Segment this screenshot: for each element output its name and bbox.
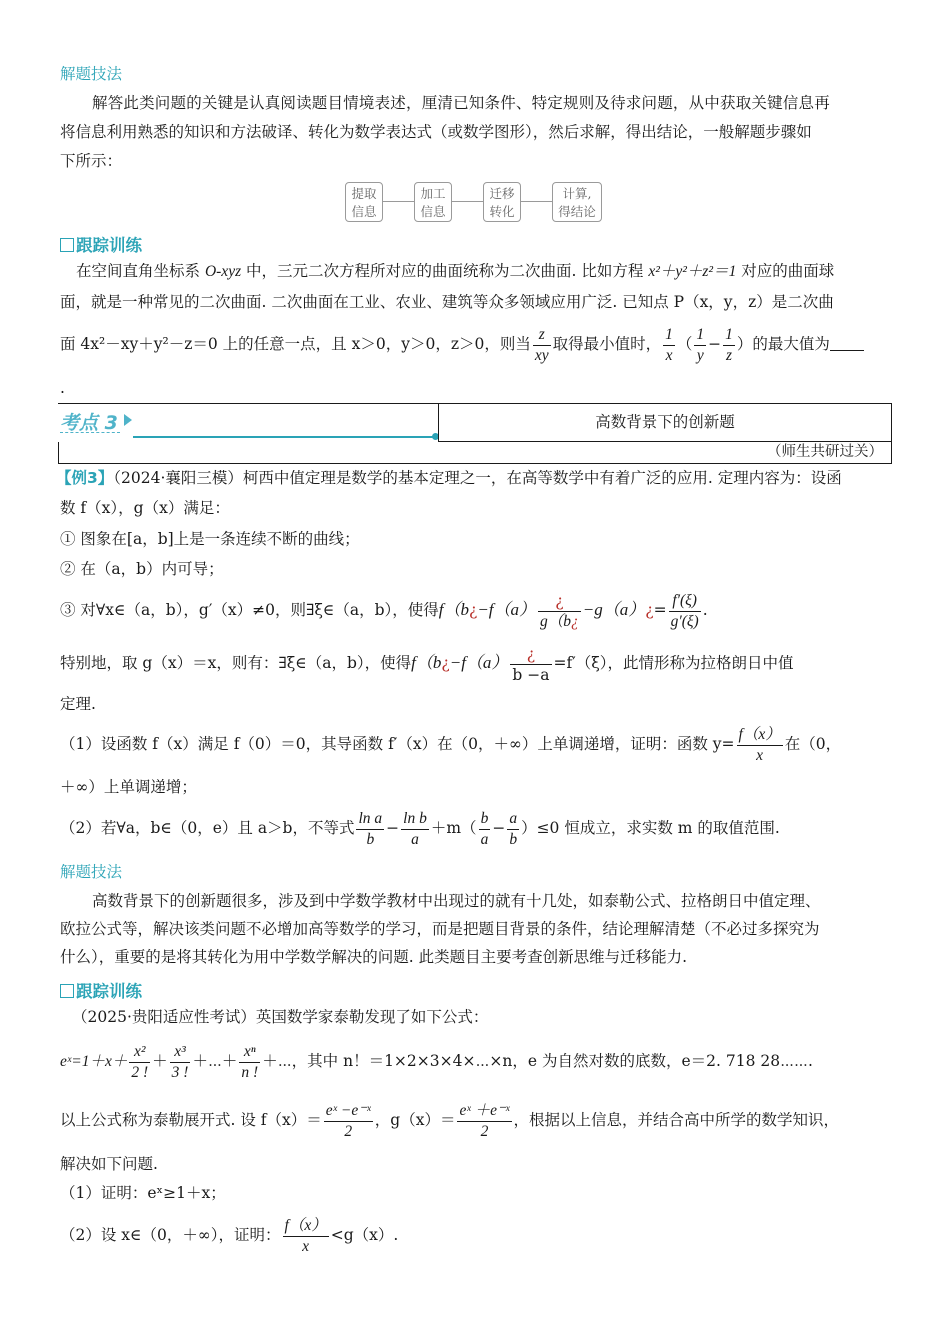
paragraph-line: 什么），重要的是将其转化为用中学数学解决的问题. 此类题目主要考查创新思维与迁移能力. xyxy=(60,948,688,966)
special-case-line: 特别地，取 g（x）＝x，则有：∃ξ∈（a，b），使得f（b¿−f（a） $\frac{¿}{b -a}$ =f′（ξ），此情形称为拉格朗日中值 xyxy=(60,644,794,684)
example-tag: 【例3】 xyxy=(56,469,114,487)
flow-step: 计算, 得结论 xyxy=(552,182,602,222)
problem-line: . xyxy=(60,379,65,397)
kaodian-dash xyxy=(60,432,120,435)
kaodian-underline xyxy=(133,436,435,438)
checkbox-square-icon xyxy=(60,984,74,998)
track-heading-2: 跟踪训练 xyxy=(60,980,902,1004)
taylor-line: eˣ=1＋x＋ $\frac{\text{x²}}{2 !}$ ＋ $\frac{\text{x³}}{3 !}$ ＋⋯＋ $\frac{\text{xⁿ}}{n !}$ ＋⋯，其中 n！＝1×2×3×4×⋯×n，e 为自然对数的底数，e＝2. 718 28⋯⋯. xyxy=(60,1042,813,1081)
question-1: （1）设函数 f（x）满足 f（0）＝0，其导函数 f′（x）在（0，＋∞）上单调递增，证明：函数 y= $\frac{f(x)}{x}$ 在（0， xyxy=(60,725,842,764)
answer-blank xyxy=(830,334,864,351)
condition-2: ② 在（a，b）内可导； xyxy=(60,560,224,578)
question-1: ＋∞）上单调递增； xyxy=(60,778,197,796)
problem-line: 在空间直角坐标系 O-xyz 中，三元二次方程所对应的曲面统称为二次曲面. 比如方程 x²＋y²＋z²＝1 对应的曲面球 xyxy=(76,262,835,280)
condition-1: ① 图象在[a，b]上是一条连续不断的曲线； xyxy=(60,530,360,548)
problem-source: （2025·贵阳适应性考试）英国数学家泰勒发现了如下公式： xyxy=(72,1008,489,1026)
taylor-line: 解决如下问题. xyxy=(60,1155,158,1173)
kaodian-label: 考点 3 xyxy=(60,412,118,434)
paragraph-line: 解答此类问题的关键是认真阅读题目情境表述，厘清已知条件、特定规则及待求问题，从中获取关键信息再 xyxy=(92,94,830,112)
special-case-line: 定理. xyxy=(60,695,96,713)
paragraph-line: 高数背景下的创新题很多，涉及到中学数学教材中出现过的就有十几处，如泰勒公式、拉格朗日中值定理、 xyxy=(92,892,821,910)
flow-connector xyxy=(452,201,483,202)
proof-2: （2）设 x∈（0，＋∞），证明： $\frac{f(x)}{x}$ <g（x）. xyxy=(60,1216,399,1255)
flow-step: 加工 信息 xyxy=(414,182,452,222)
question-2: （2）若∀a，b∈（0，e）且 a＞b，不等式 $\frac{\text{ln a}}{b}$ − $\frac{\text{ln b}}{a}$ ＋m（ $\frac{b}{a}$ − $\frac{a}{b}$ ）≤0 恒成立，求实数 m 的取值范围. xyxy=(60,809,780,848)
problem-line: 面，就是一种常见的二次曲面. 二次曲面在工业、农业、建筑等众多领域应用广泛. 已知点 P（x，y，z）是二次曲 xyxy=(60,293,834,311)
example-line: 【例3】（2024·襄阳三模）柯西中值定理是数学的基本定理之一，在高等数学中有着广泛的应用. 定理内容为：设函 xyxy=(56,469,842,487)
example-line: 数 f（x），g（x）满足： xyxy=(60,499,230,517)
taylor-line: 以上公式称为泰勒展开式. 设 f（x）＝ $\frac{\text{eˣ −e⁻ˣ}}{2}$ ，g（x）＝ $\frac{\text{eˣ ＋e⁻ˣ}}{2}$ ，根据以上信息，并结合高中所学的数学知识， xyxy=(60,1101,840,1140)
checkbox-square-icon xyxy=(60,238,74,252)
flow-connector xyxy=(383,201,414,202)
proof-1: （1）证明：eˣ≥1＋x； xyxy=(60,1184,226,1202)
kaodian-subtitle: （师生共研过关） xyxy=(58,442,892,464)
problem-line: 面 4x²－xy＋y²－z＝0 上的任意一点，且 x＞0，y＞0，z＞0，则当 $\frac{z}{xy}$ 取得最小值时， $\frac{1}{x}$ （ $\frac{1}{y}$ − $\frac{1}{z}$ ）的最大值为 xyxy=(60,320,902,368)
section-heading-1: 解题技法 xyxy=(60,65,123,83)
flow-step: 提取 信息 xyxy=(345,182,383,222)
flow-connector xyxy=(521,201,552,202)
kaodian-title: 高数背景下的创新题 xyxy=(438,403,892,442)
paragraph-line: 欧拉公式等，解决该类问题不必增加高等数学的学习，而是把题目背景的条件，结论理解清楚（不必过多探究为 xyxy=(60,920,820,938)
condition-3: ③ 对∀x∈（a，b），g′（x）≠0，则∃ξ∈（a，b），使得f（b¿−f（a） $\frac{¿}{g(b¿}$ −g（a）¿= $\frac{f'(\xi)}{g'(\xi)}$ . xyxy=(60,591,708,630)
paragraph-line: 下所示： xyxy=(60,152,123,170)
section-heading-2: 解题技法 xyxy=(60,863,123,881)
track-heading-1: 跟踪训练 xyxy=(60,234,902,258)
paragraph-line: 将信息利用熟悉的知识和方法破译、转化为数学表达式（或数学图形），然后求解，得出结论，一般解题步骤如 xyxy=(60,123,812,141)
play-arrow-icon xyxy=(124,414,132,426)
flow-step: 迁移 转化 xyxy=(483,182,521,222)
